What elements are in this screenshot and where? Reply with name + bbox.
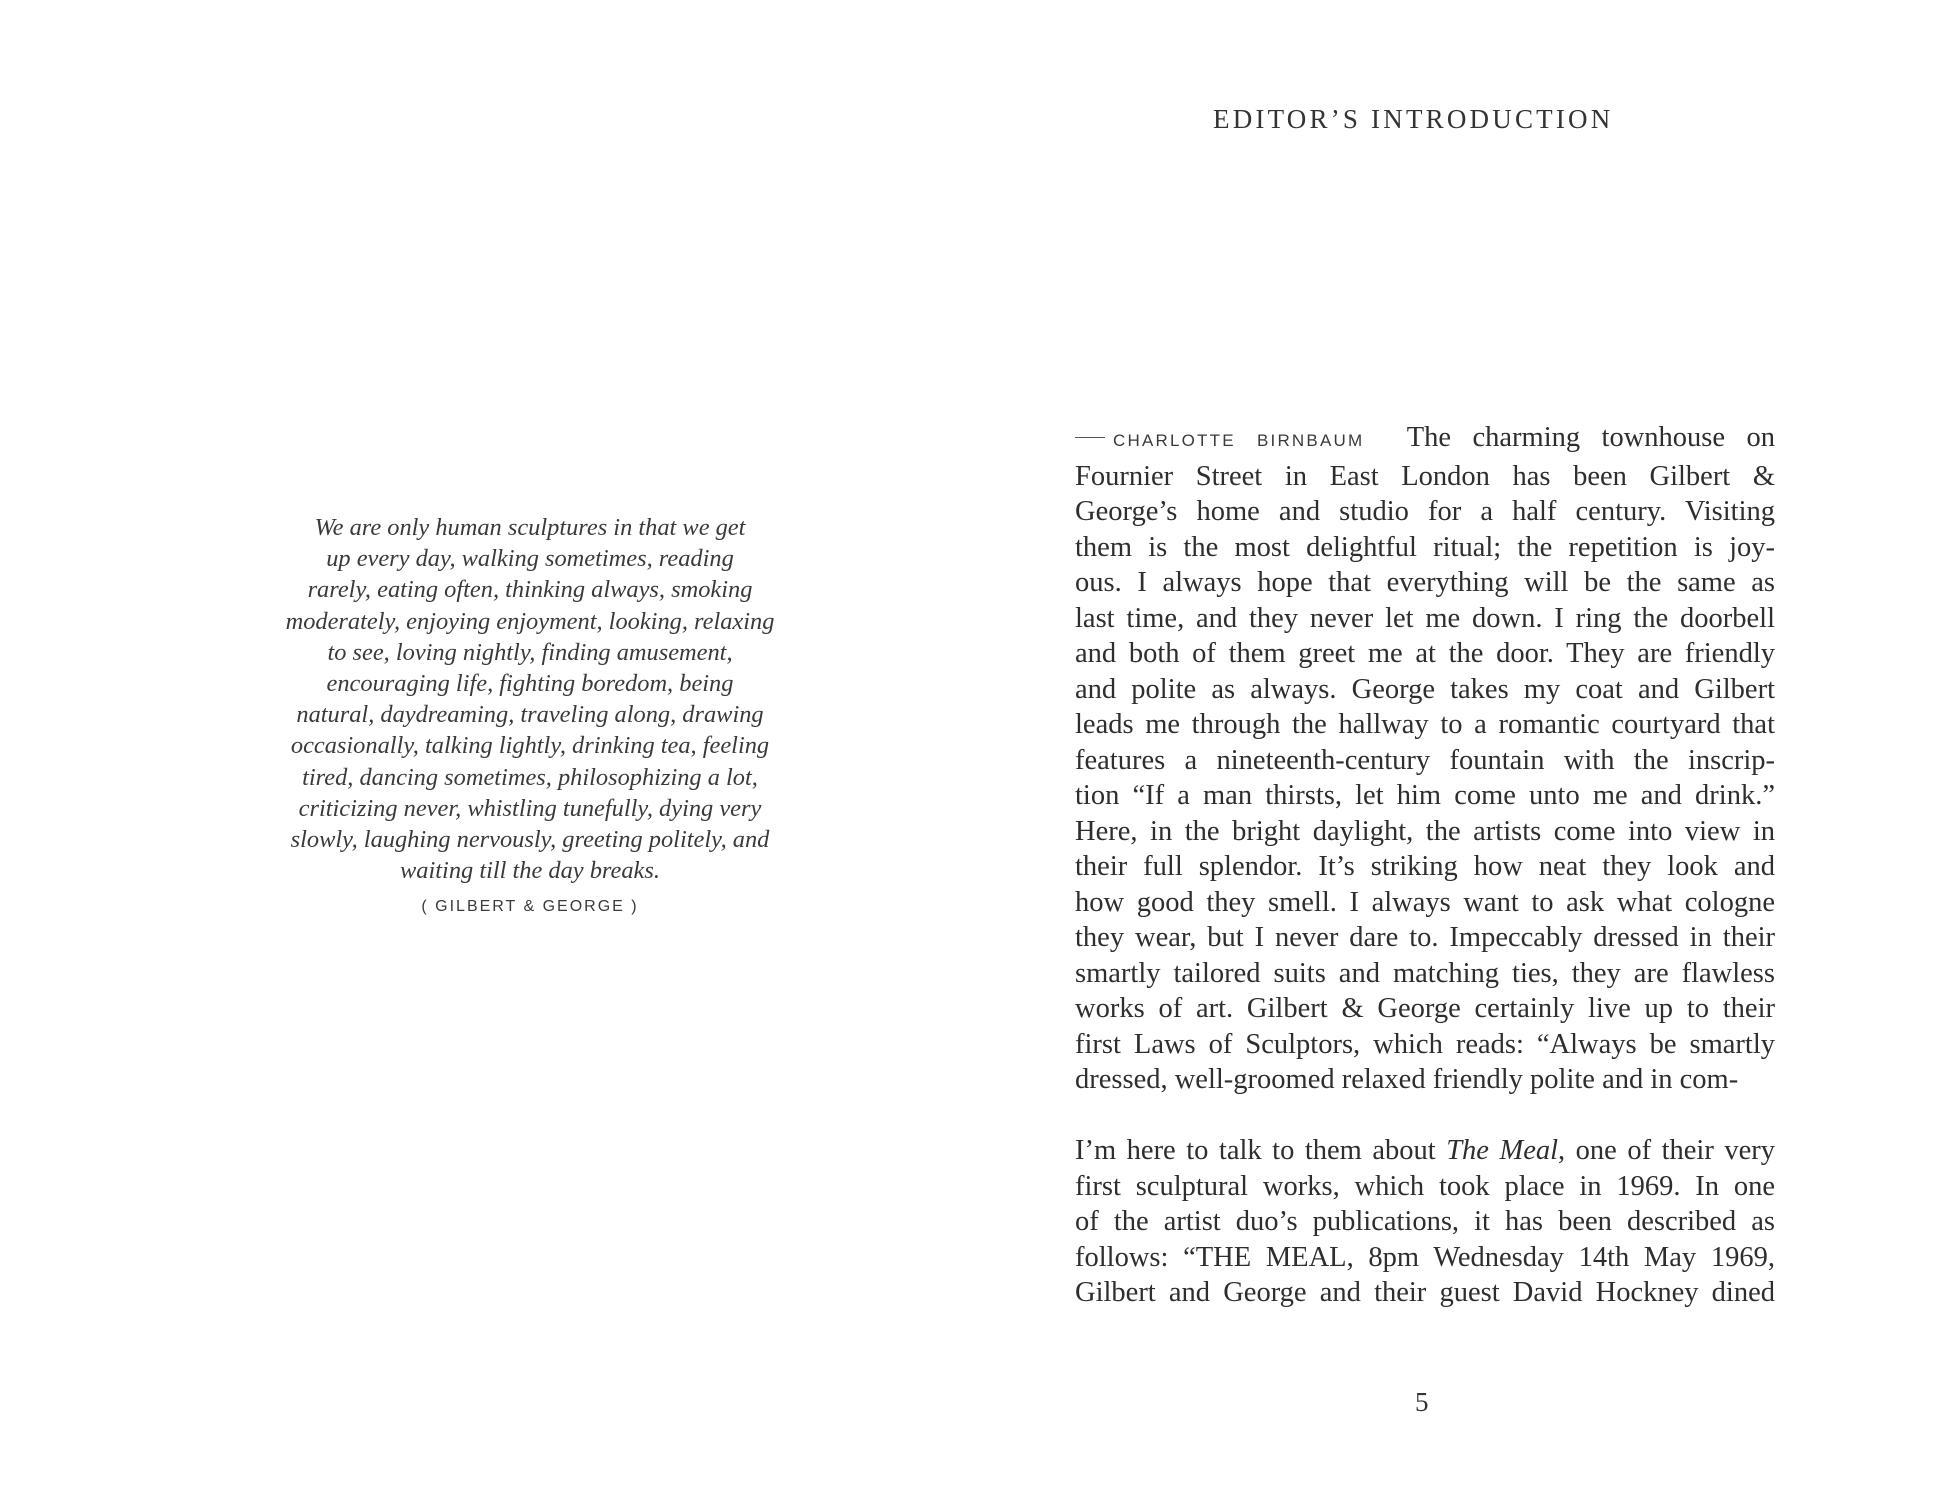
paragraph-line: leads me through the hallway to a romantic courtyard that [1075,709,1775,740]
paragraph-line: dressed, well-groomed relaxed friendly polite and in com- [1075,1064,1739,1095]
epigraph-line: criticizing never, whistling tunefully, dying very [298,794,762,822]
epigraph-line: moderately, enjoying enjoyment, looking, relaxing [285,607,775,635]
paragraph-line: how good they smell. I always want to ask what cologne [1075,886,1775,918]
epigraph-line: slowly, laughing nervously, greeting politely, and [290,826,770,854]
epigraph-line: waiting till the day breaks. [400,857,660,885]
paragraph-line: Fournier Street in East London has been Gilbert & [1075,460,1775,492]
epigraph-line: encouraging life, fighting boredom, being [326,670,734,698]
paragraph-line: follows: “THE MEAL, 8pm Wednesday 14th May 1969, [1075,1241,1775,1273]
paragraph-text: I’m here to talk to them about [1075,1135,1447,1166]
paragraph-line [1075,1133,1775,1169]
paragraph-line: last time, and they never let me down. I ring the doorbell [1075,602,1775,634]
article-body [1075,420,1775,1311]
paragraph-line: them is the most delightful ritual; the repetition is joy- [1075,531,1775,563]
author-byline: CHARLOTTE BIRNBAUM [1113,431,1365,450]
paragraph-line: their full splendor. It’s striking how neat they look and [1075,851,1775,882]
epigraph-line: natural, daydreaming, traveling along, drawing [296,701,764,729]
paragraph-line: first Laws of Sculptors, which reads: “Always be smartly [1075,1028,1775,1060]
epigraph-line: rarely, eating often, thinking always, smoking [307,576,753,604]
paragraph-line: Here, in the bright daylight, the artists come into view in [1075,815,1775,847]
paragraph-gap [1075,1098,1775,1134]
paragraph-line: works of art. Gilbert & George certainly live up to their [1075,993,1775,1024]
epigraph-attribution: ( GILBERT & GEORGE ) [421,898,639,915]
work-title: The Meal [1446,1135,1559,1166]
epigraph-line: tired, dancing sometimes, philosophizing a lot, [302,763,758,791]
paragraph-line: Gilbert and George and their guest David Hockney dined [1075,1277,1775,1308]
paragraph-line: features a nineteenth-century fountain with the inscrip- [1075,744,1775,776]
epigraph-quote [250,512,810,886]
paragraph-line: of the artist duo’s publications, it has been described as [1075,1206,1775,1237]
paragraph-line: and both of them greet me at the door. They are friendly [1075,638,1775,669]
em-dash-rule [1075,437,1105,438]
page-number: 5 [1415,1387,1429,1417]
epigraph-line: up every day, walking sometimes, reading [326,545,734,573]
epigraph-line: to see, loving nightly, finding amusement, [327,638,733,666]
epigraph-line: We are only human sculptures in that we get [314,514,746,541]
article-first-line [1075,420,1775,459]
paragraph-line: smartly tailored suits and matching ties, they are flawless [1075,957,1775,989]
epigraph-line: occasionally, talking lightly, drinking tea, feeling [290,732,770,760]
paragraph-line: and polite as always. George takes my coat and Gilbert [1075,673,1775,705]
paragraph-line: first sculptural works, which took place in 1969. In one [1075,1170,1775,1202]
paragraph-line: George’s home and studio for a half century. Visiting [1075,496,1775,527]
paragraph-line: tion “If a man thirsts, let him come unto me and drink.” [1075,780,1775,811]
paragraph-text: , one of their very [1558,1135,1775,1166]
paragraph-line: ous. I always hope that everything will be the same as [1075,567,1775,598]
running-head: EDITOR’S INTRODUCTION [1213,104,1614,134]
paragraph-line: they wear, but I never dare to. Impeccably dressed in their [1075,922,1775,953]
paragraph-text: The charming townhouse on [1406,422,1775,453]
